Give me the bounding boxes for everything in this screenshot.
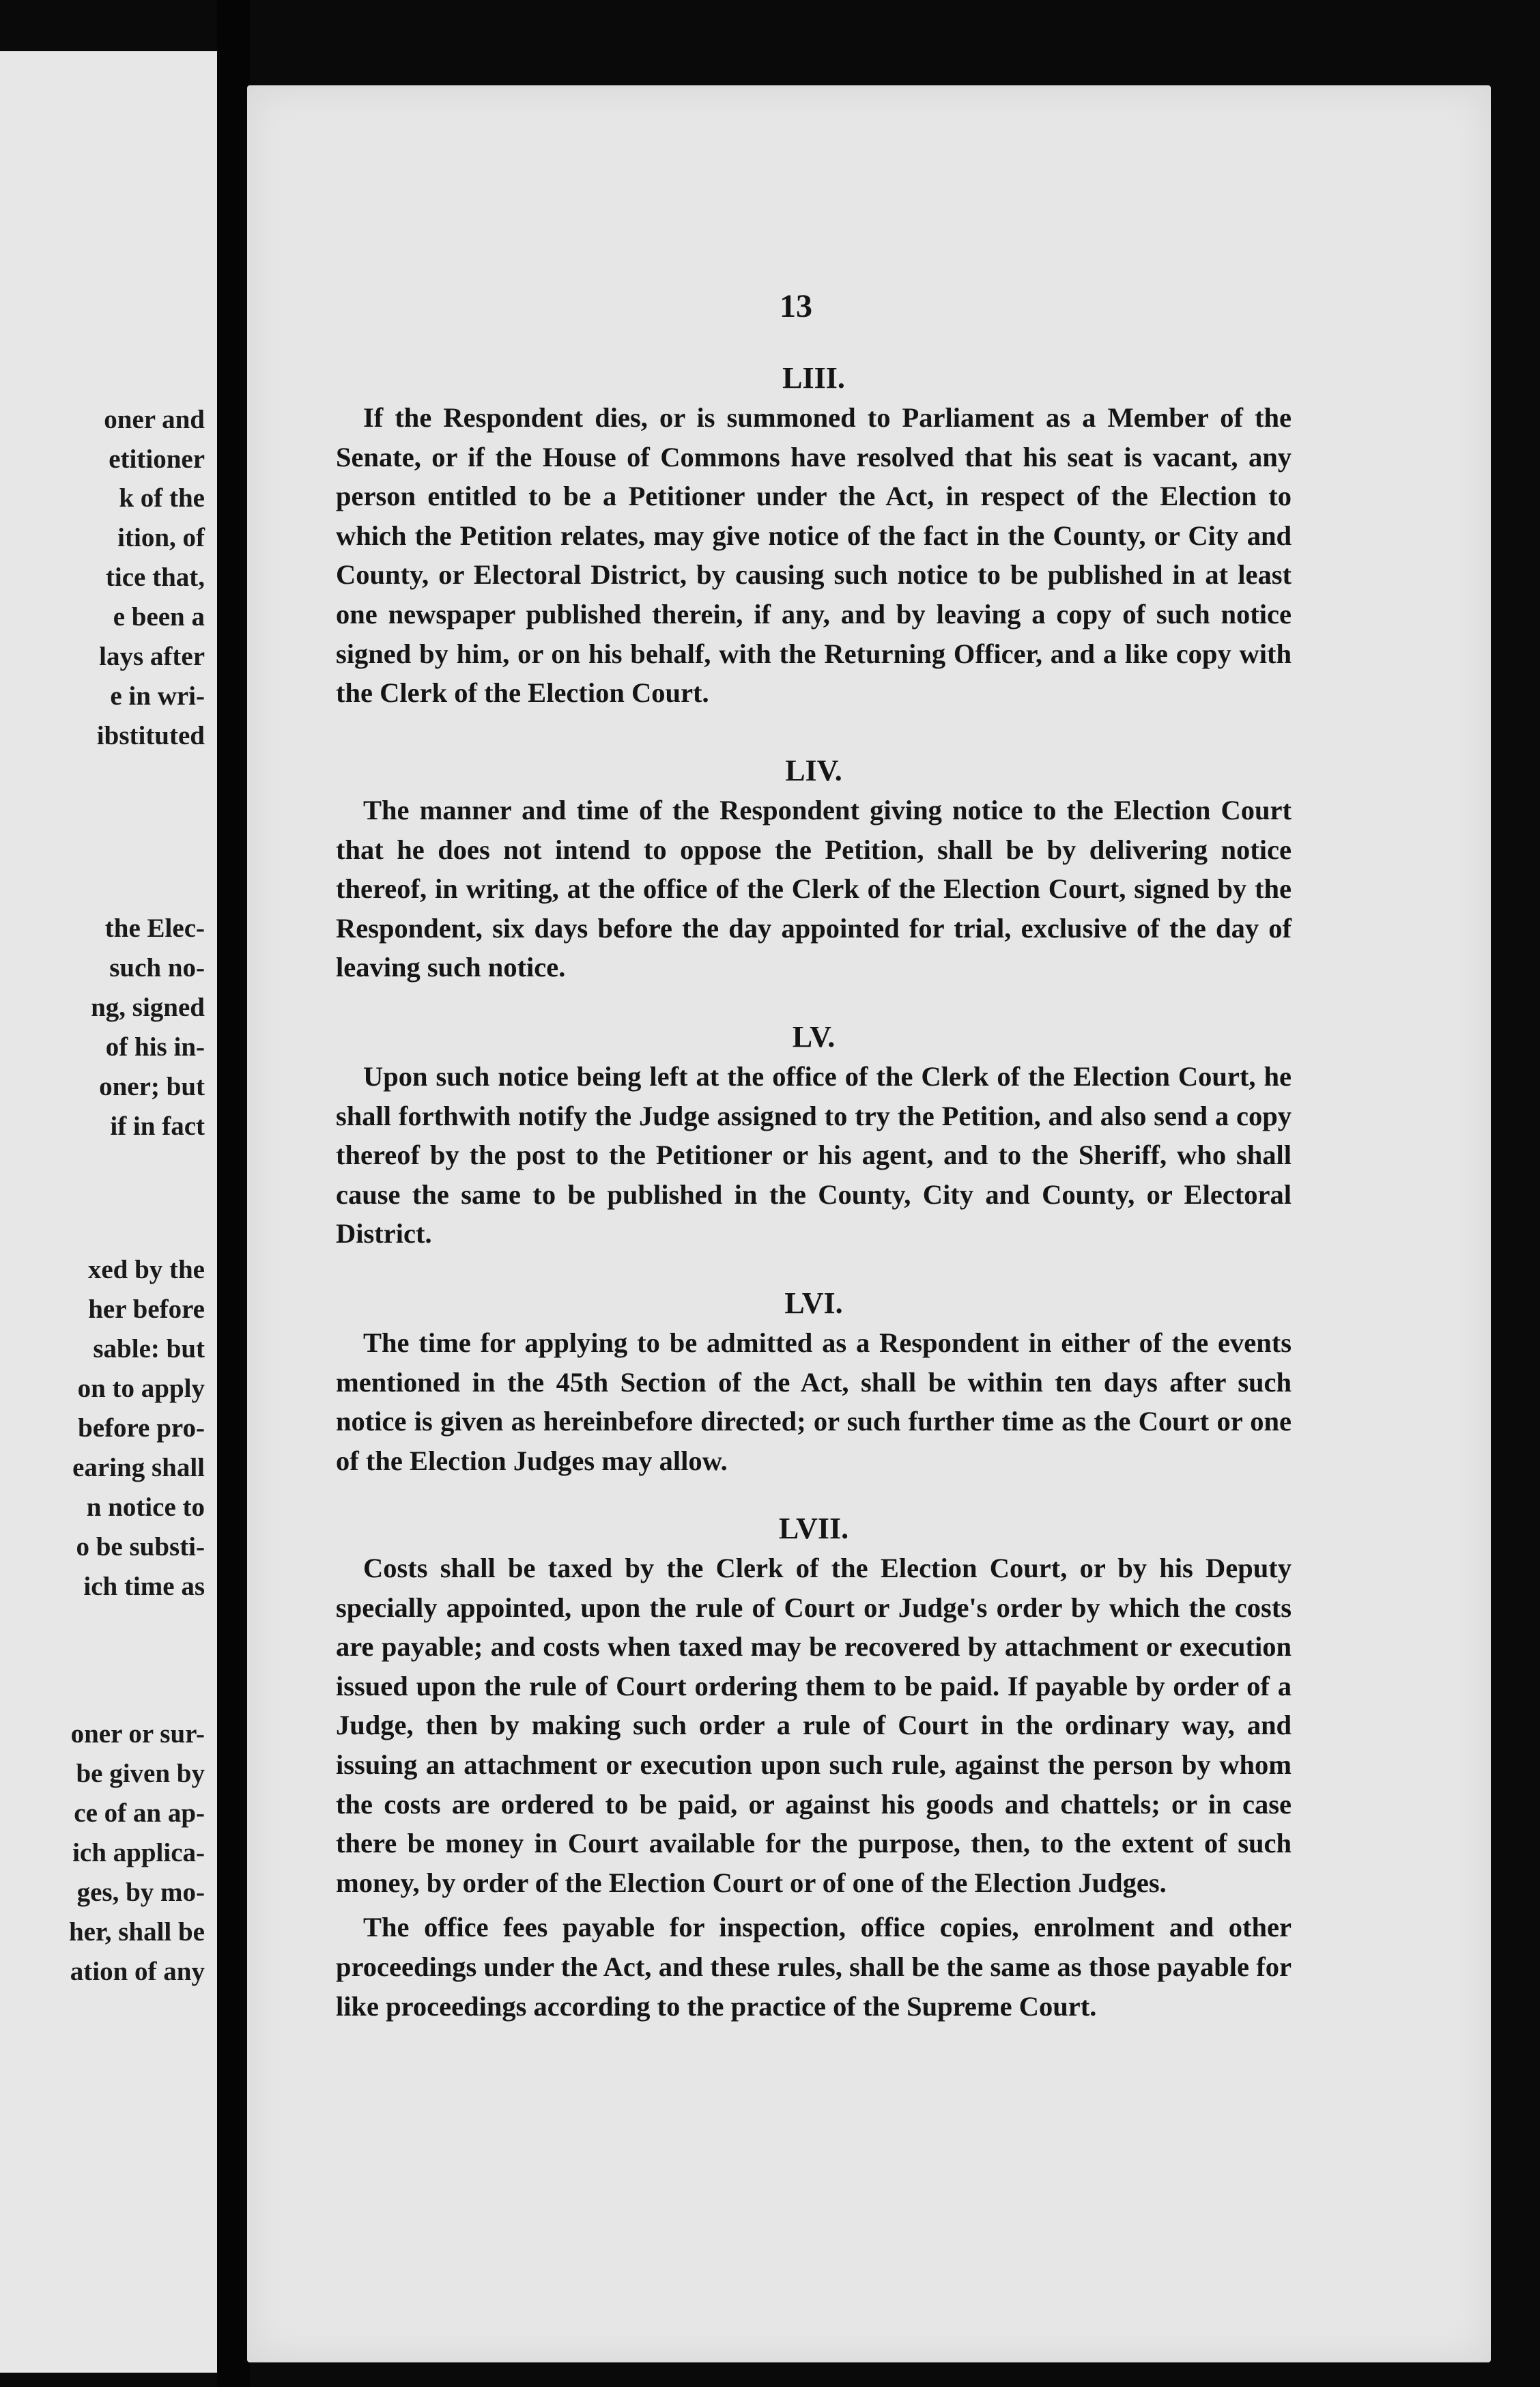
previous-page-text-fragment: her before (88, 1295, 205, 1324)
previous-page-text-fragment: etitioner (109, 444, 205, 474)
previous-page-text-fragment: ition, of (117, 523, 205, 552)
section-heading: LVII. (778, 1512, 849, 1545)
previous-page-text-fragment: if in fact (110, 1112, 205, 1141)
previous-page-text-fragment: ation of any (70, 1957, 205, 1986)
section-liii (336, 358, 1292, 713)
section-paragraph: Upon such notice being left at the office of the Clerk of the Election Court, he shall forthwith notify the Judge assigned to try the Petition, and also send a copy thereof by the post to the Petitioner or his agent, and to the Sheriff, who shall cause the same to be published in the County, City and County, or Electoral District. (336, 1061, 1292, 1249)
section-heading: LVI. (784, 1286, 843, 1320)
section-lvii (336, 1509, 1292, 2026)
previous-page-text-fragment: ich applica- (72, 1838, 205, 1867)
previous-page-text-fragment: k of the (119, 483, 205, 513)
section-heading: LV. (792, 1020, 836, 1054)
section-paragraph: If the Respondent dies, or is summoned to Parliament as a Member of the Senate, or if the House of Commons have resolved that his seat is vacant, any person entitled to be a Petitioner under the Act, in respect of the Election to which the Petition relates, may give notice of the fact in the County, or City and County, or Electoral District, by causing such notice to be published in at least one newspaper published therein, if any, and by leaving a copy of such notice signed by him, or on his behalf, with the Returning Officer, and a like copy with the Clerk of the Election Court. (336, 402, 1292, 709)
previous-page-text-fragment: ce of an ap- (74, 1798, 205, 1828)
previous-page-text-fragment: oner and (104, 405, 205, 434)
previous-page-text-fragment: ges, by mo- (76, 1878, 205, 1907)
previous-page-text-fragment: before pro- (78, 1413, 205, 1443)
previous-page-text-fragment: the Elec- (104, 914, 205, 943)
section-paragraph: The time for applying to be admitted as a Respondent in either of the events mentioned in the 45th Section of the Act, shall be within ten days after such notice is given as hereinbefore directed; or such further time as the Court or one of the Election Judges may allow. (336, 1327, 1292, 1476)
previous-page-text-fragment: sable: but (93, 1334, 205, 1364)
previous-page-text-fragment: o be substi- (76, 1532, 205, 1562)
section-heading: LIII. (782, 361, 845, 395)
previous-page-text-fragment: n notice to (86, 1493, 205, 1522)
previous-page-text-fragment: such no- (109, 953, 205, 983)
previous-page-text-fragment: e in wri- (110, 681, 205, 711)
previous-page-text-fragment: lays after (99, 642, 205, 671)
previous-page-edge (0, 51, 217, 2373)
section-liv (336, 751, 1292, 987)
previous-page-text-fragment: ibstituted (96, 721, 205, 750)
section-lv (336, 1017, 1292, 1254)
previous-page-text-fragment: ng, signed (91, 993, 205, 1022)
previous-page-text-fragment: e been a (113, 602, 205, 632)
previous-page-text-fragment: her, shall be (68, 1917, 205, 1947)
previous-page-text-fragment: on to apply (77, 1374, 205, 1403)
previous-page-text-fragment: tice that, (105, 563, 205, 592)
previous-page-text-fragment: earing shall (72, 1453, 205, 1482)
section-lvi (336, 1284, 1292, 1480)
section-paragraph: The office fees payable for inspection, office copies, enrolment and other proceedings under the Act, and these rules, shall be the same as those payable for like proceedings according to the practice of the Supreme Court. (336, 1912, 1292, 2022)
section-paragraph: The manner and time of the Respondent giving notice to the Election Court that he does not intend to oppose the Petition, shall be by delivering notice thereof, in writing, at the office of the Clerk of the Election Court, signed by the Respondent, six days before the day appointed for trial, exclusive of the day of leaving such notice. (336, 795, 1292, 983)
previous-page-text-fragment: oner or sur- (70, 1719, 205, 1749)
section-heading: LIV. (785, 754, 842, 787)
book-gutter (217, 0, 250, 2387)
previous-page-text-fragment: be given by (76, 1759, 205, 1788)
section-paragraph: Costs shall be taxed by the Clerk of the Election Court, or by his Deputy specially appointed, upon the rule of Court or Judge's order by which the costs are payable; and costs when taxed may be recovered by attachment or execution issued upon the rule of Court ordering them to be paid. If payable by order of a Judge, then by making such order a rule of Court in the ordinary way, and issuing an attachment or execution upon such rule, against the person by whom the costs are ordered to be paid, or against his goods and chattels; or in case there be money in Court available for the purpose, then, to the extent of such money, by order of the Election Court or of one of the Election Judges. (336, 1553, 1292, 1898)
page-number: 13 (780, 288, 812, 324)
previous-page-text-fragment: of his in- (105, 1032, 205, 1062)
previous-page-text-fragment: xed by the (87, 1255, 205, 1284)
previous-page-text-fragment: oner; but (99, 1072, 205, 1101)
previous-page-text-fragment: ich time as (83, 1572, 205, 1601)
